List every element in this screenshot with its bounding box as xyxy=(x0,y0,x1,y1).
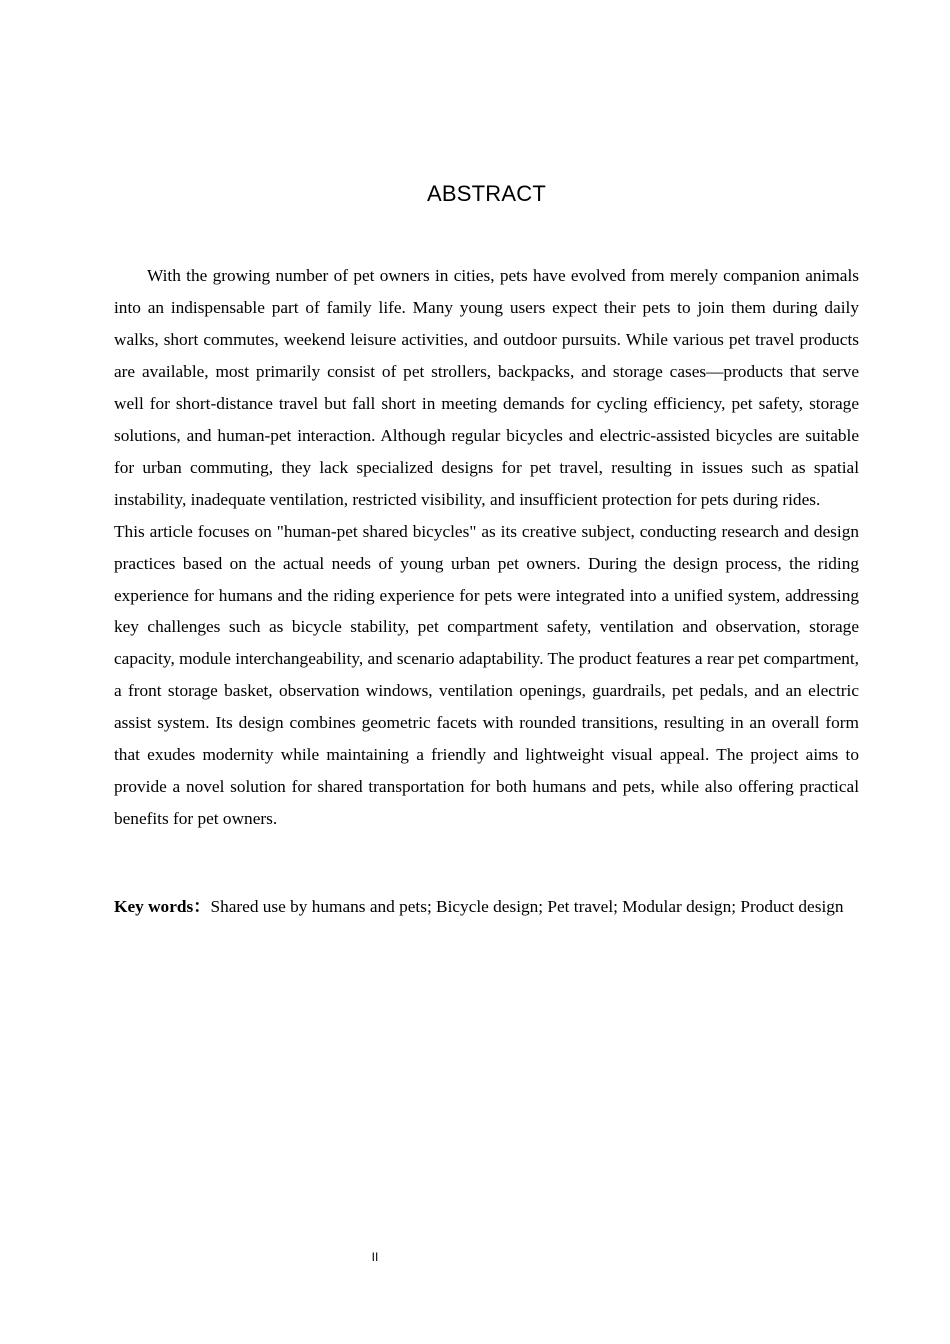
keywords-block xyxy=(114,896,859,918)
abstract-paragraph-2: This article focuses on "human-pet shared bicycles" as its creative subject, conducting research and design practices based on the actual needs of young urban pet owners. During the design process, the riding experience for humans and the riding experience for pets were integrated into a unified system, addressing key challenges such as bicycle stability, pet compartment safety, ventilation and observation, storage capacity, module interchangeability, and scenario adaptability. The product features a rear pet compartment, a front storage basket, observation windows, ventilation openings, guardrails, pet pedals, and an electric assist system. Its design combines geometric facets with rounded transitions, resulting in an overall form that exudes modernity while maintaining a friendly and lightweight visual appeal. The project aims to provide a novel solution for shared transportation for both humans and pets, while also offering practical benefits for pet owners. xyxy=(114,521,859,829)
page-number: II xyxy=(371,1250,379,1264)
abstract-title: ABSTRACT xyxy=(427,181,546,206)
abstract-paragraph-1: With the growing number of pet owners in cities, pets have evolved from merely companion animals into an indispensable part of family life. Many young users expect their pets to join them during daily walks, short commutes, weekend leisure activities, and outdoor pursuits. While various pet travel products are available, most primarily consist of pet strollers, backpacks, and storage cases—products that serve well for short-distance travel but fall short in meeting demands for cycling efficiency, pet safety, storage solutions, and human-pet interaction. Although regular bicycles and electric-assisted bicycles are suitable for urban commuting, they lack specialized designs for pet travel, resulting in issues such as spatial instability, inadequate ventilation, restricted visibility, and insufficient protection for pets during rides. xyxy=(114,266,859,509)
keywords-label: Key words： xyxy=(114,897,211,916)
keywords-text: Shared use by humans and pets; Bicycle design; Pet travel; Modular design; Product design xyxy=(210,897,844,916)
abstract-body xyxy=(114,260,859,835)
